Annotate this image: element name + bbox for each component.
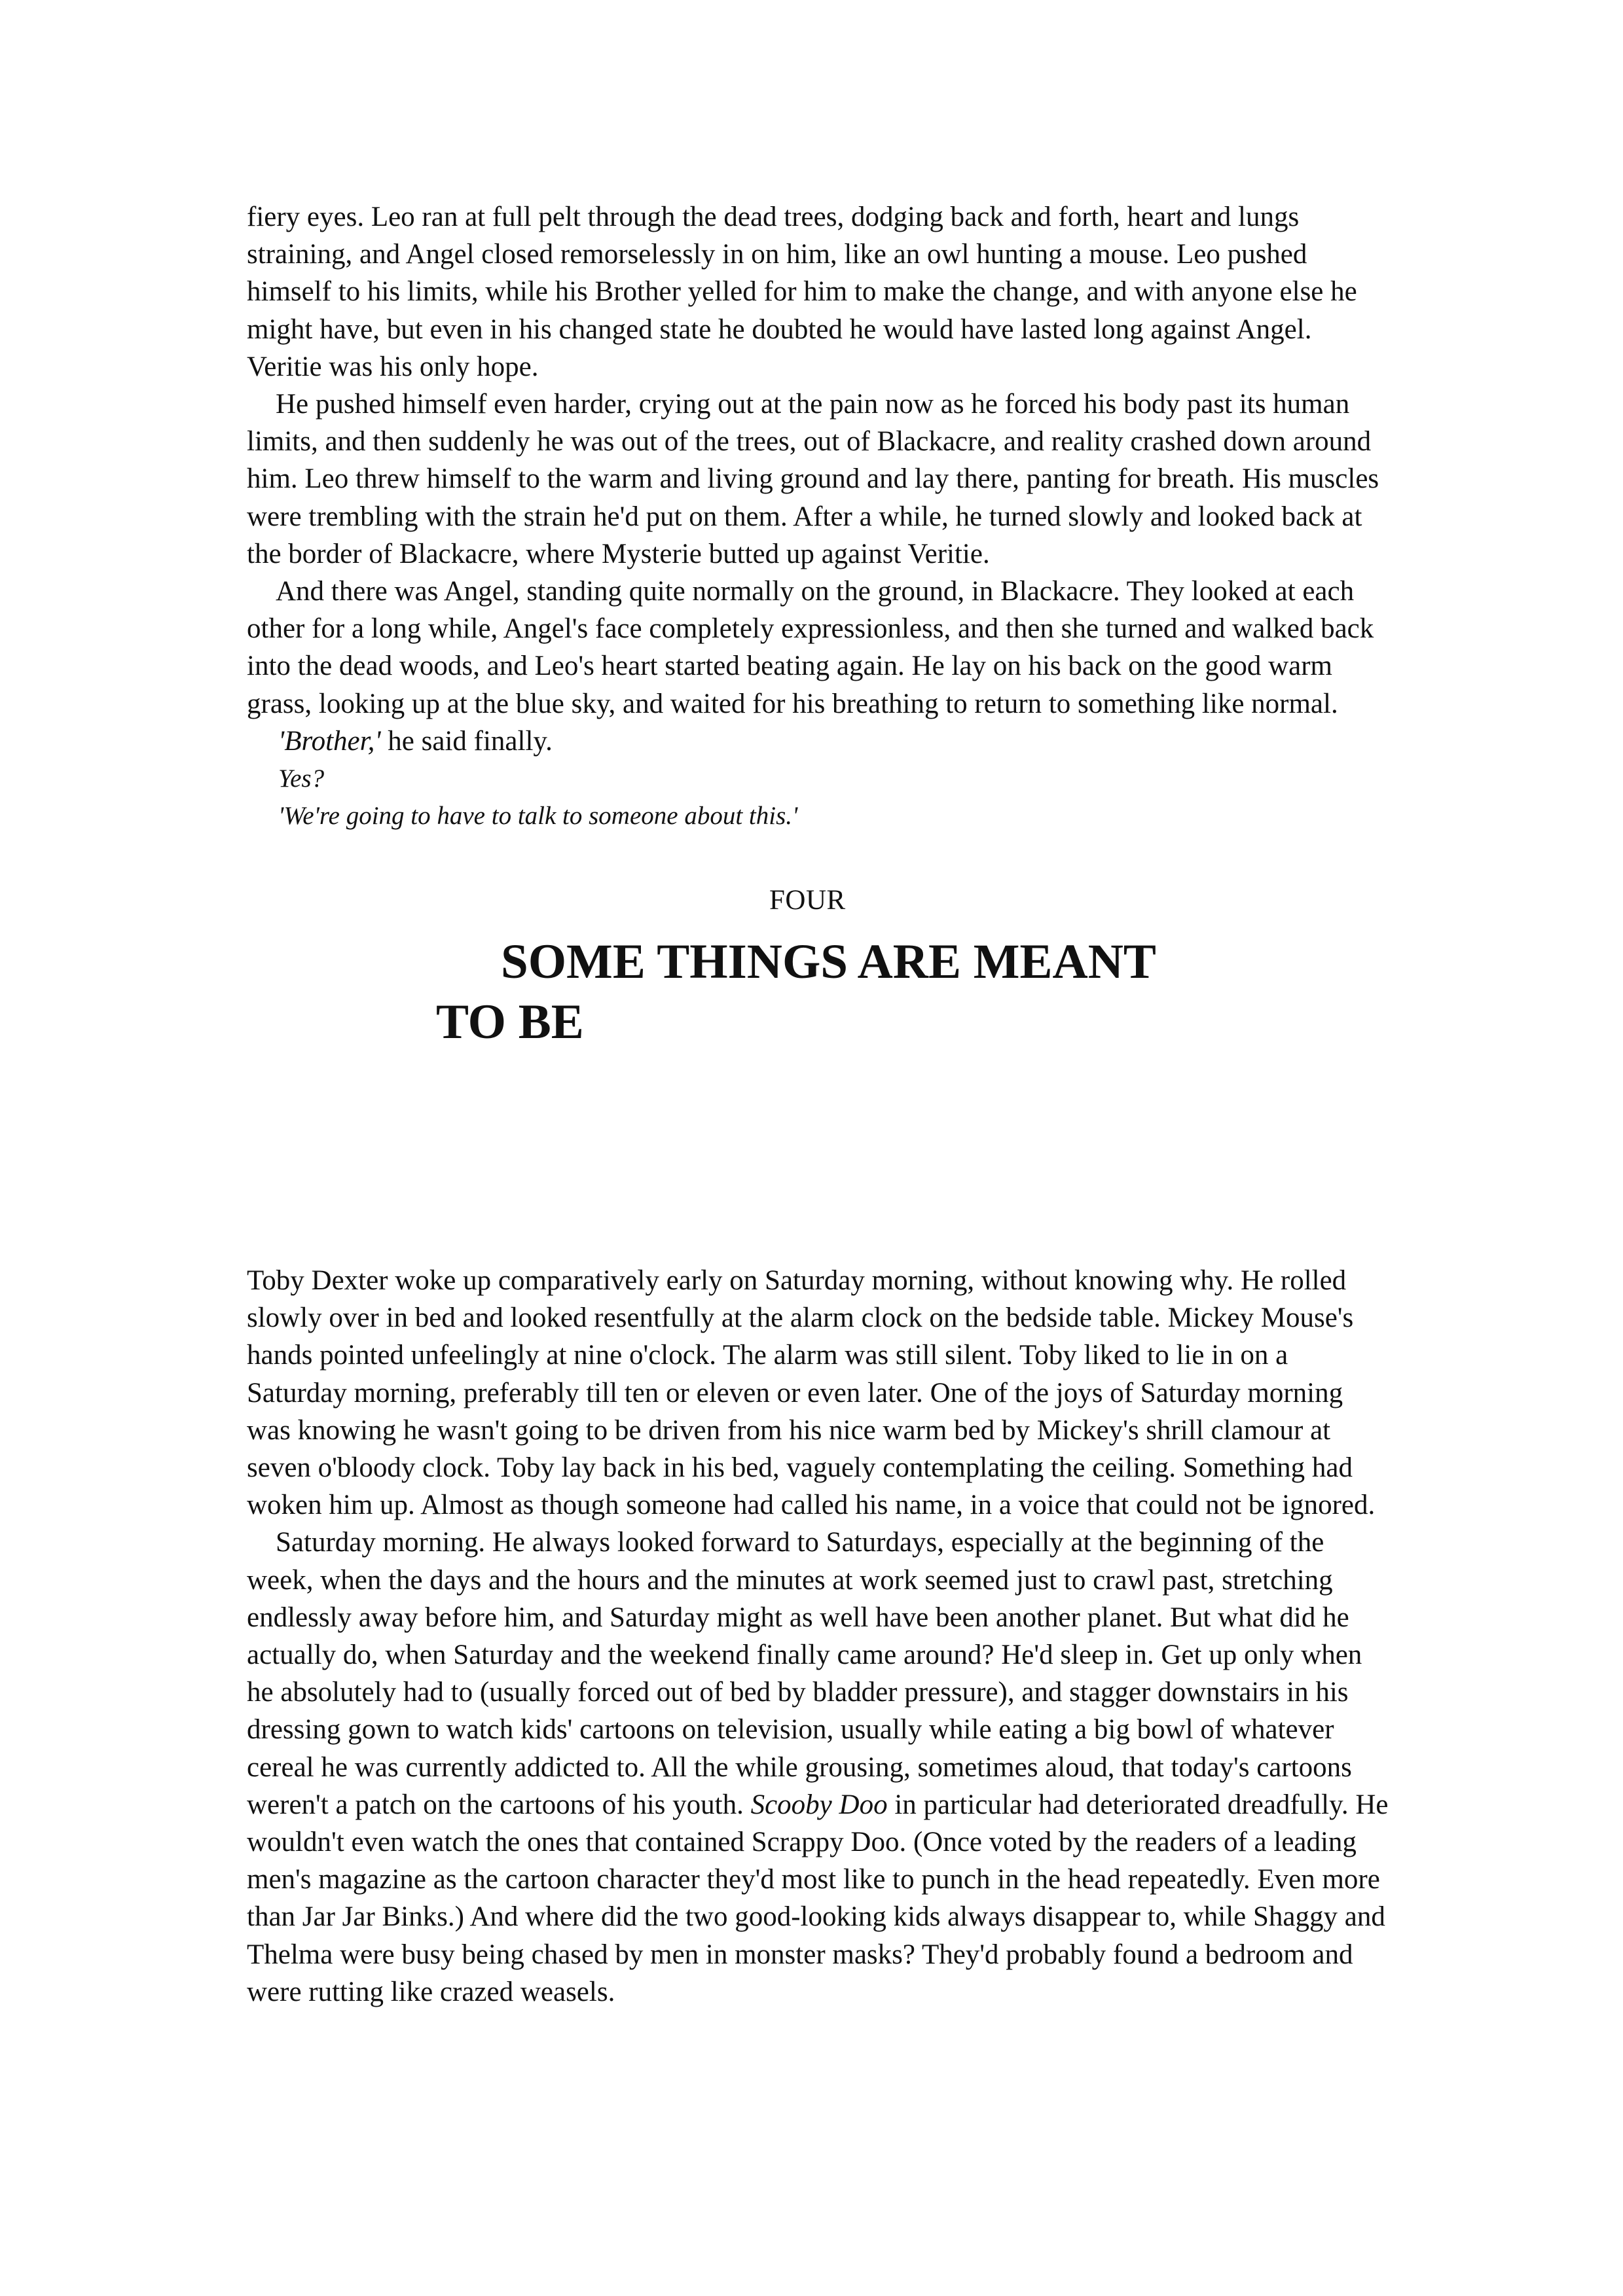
dialogue-tag: he said finally. [380, 725, 553, 757]
paragraph: Toby Dexter woke up comparatively early on Saturday morning, without knowing why. He rolled slowly over in bed and looked resentfully at the alarm clock on the bedside table. Mickey Mouse's hands pointed unfeelingly at nine o'clock. The alarm was still silent. Toby liked to lie in on a Saturday morning, preferably till ten or eleven or even later. One of the joys of Saturday morning was knowing he wasn't going to be driven from his nice warm bed by Mickey's shrill clamour at seven o'bloody clock. Toby lay back in his bed, vaguely contemplating the ceiling. Something had woken him up. Almost as though someone had called his name, in a voice that could not be ignored. [247, 1265, 1376, 1521]
paragraph: And there was Angel, standing quite normally on the ground, in Blackacre. They looked at each other for a long while, Angel's face completely expressionless, and then she turned and walked back into the dead woods, and Leo's heart started beating again. He lay on his back on the good warm grass, looking up at the blue sky, and waited for his breathing to return to something like normal. [247, 576, 1374, 719]
chapter-four-opening [247, 1262, 1389, 2011]
show-title: Scooby Doo [750, 1789, 888, 1820]
chapter-number: FOUR [769, 885, 846, 916]
paragraph: He pushed himself even harder, crying out at the pain now as he forced his body past its human limits, and then suddenly he was out of the trees, out of Blackacre, and reality crashed down around him. Leo threw himself to the warm and living ground and lay there, panting for breath. His muscles were trembling with the strain he'd put on them. After a while, he turned slowly and looked back at the border of Blackacre, where Mysterie butted up against Veritie. [247, 389, 1379, 569]
dialogue-line [247, 723, 1389, 760]
chapter-title-line: TO BE [436, 995, 584, 1049]
paragraph-text: in particular had deteriorated dreadfully. He wouldn't even watch the ones that contained Scrappy Doo. (Once voted by the readers of a leading men's magazine as the cartoon character they'd most like to punch in the head repeatedly. Even more than Jar Jar Binks.) And where did the two good-looking kids always disappear to, while Shaggy and Thelma were busy being chased by men in monster masks? They'd probably found a bedroom and were rutting like crazed weasels. [247, 1789, 1389, 2007]
dialogue-speech: 'Brother,' [278, 725, 381, 757]
paragraph [247, 1524, 1389, 2011]
dialogue-line: 'We're going to have to talk to someone about this.' [278, 802, 798, 831]
chapter-three-ending [247, 198, 1389, 834]
paragraph-text: Saturday morning. He always looked forward to Saturdays, especially at the beginning of the week, when the days and the hours and the minutes at work seemed just to crawl past, stretching endlessly away before him, and Saturday might as well have been another planet. But what did he actually do, when Saturday and the weekend finally came around? He'd sleep in. Get up only when he absolutely had to (usually forced out of bed by bladder pressure), and stagger downstairs in his dressing gown to watch kids' cartoons on television, usually while eating a big bowl of whatever cereal he was currently addicted to. All the while grousing, sometimes aloud, that today's cartoons weren't a patch on the cartoons of his youth. [247, 1527, 1362, 1820]
chapter-title-line: SOME THINGS ARE MEANT [501, 935, 1156, 989]
paragraph: fiery eyes. Leo ran at full pelt through the dead trees, dodging back and forth, heart and lungs straining, and Angel closed remorselessly in on him, like an owl hunting a mouse. Leo pushed himself to his limits, while his Brother yelled for him to make the change, and with anyone else he might have, but even in his changed state he doubted he would have lasted long against Angel. Veritie was his only hope. [247, 202, 1357, 382]
dialogue-line: Yes? [278, 764, 325, 793]
